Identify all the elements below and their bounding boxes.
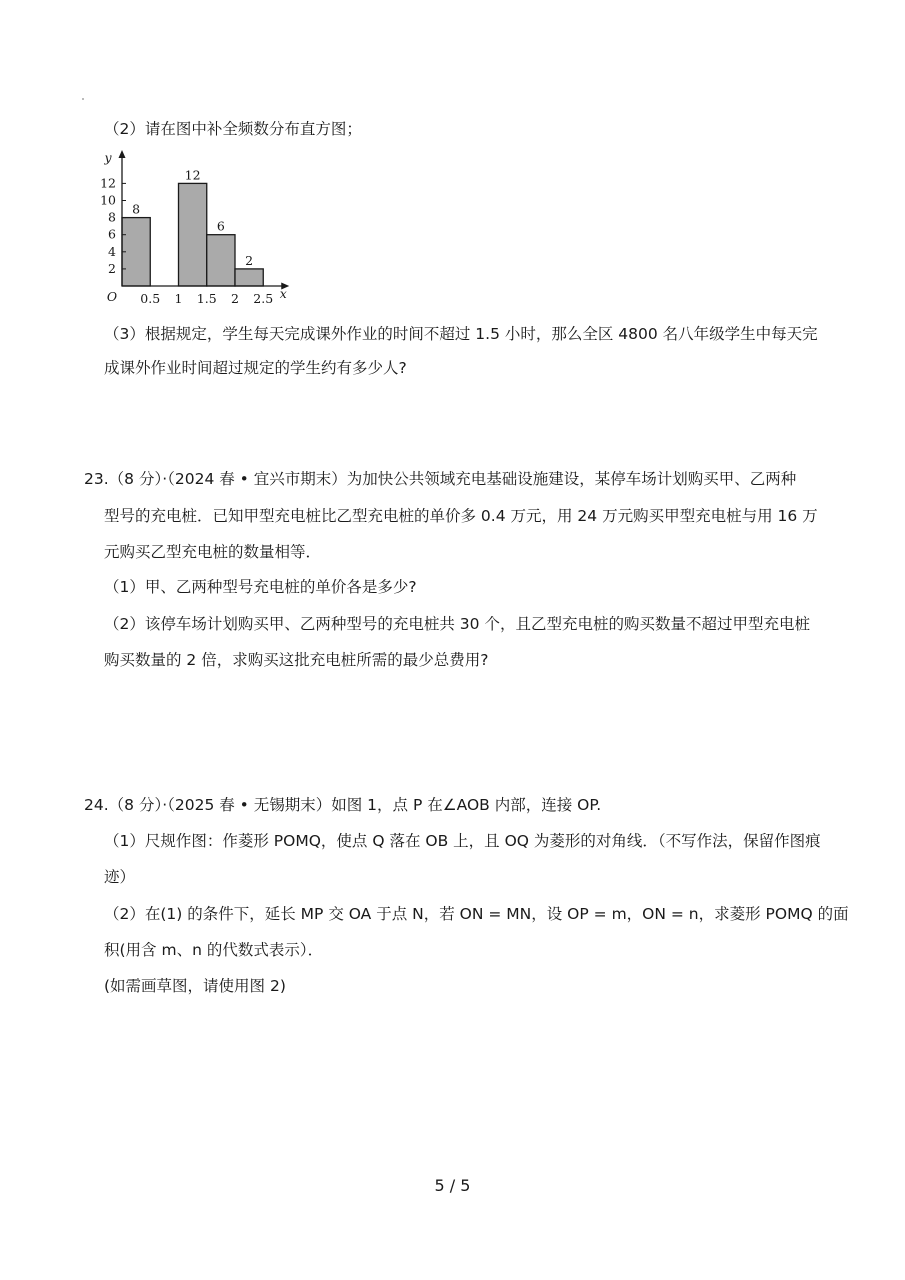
q24-note: (如需画草图，请使用图 2) [104, 977, 286, 995]
bar-value-label: 6 [216, 218, 225, 234]
y-tick-label: 4 [108, 243, 116, 259]
y-axis-label: y [104, 150, 112, 165]
x-tick-label: 1.5 [196, 291, 217, 306]
x-tick-label: 1 [174, 291, 183, 306]
histogram-bar [179, 183, 207, 286]
frequency-histogram [96, 150, 306, 310]
page-number: 5 / 5 [434, 1176, 471, 1195]
q23-part2-line2: 购买数量的 2 倍，求购买这批充电桩所需的最少总费用? [104, 651, 489, 669]
q24-part1-line1: （1）尺规作图：作菱形 POMQ，使点 Q 落在 OB 上，且 OQ 为菱形的对角线．（不写作法，保留作图痕 [104, 832, 821, 850]
q22-part3-line2: 成课外作业时间超过规定的学生约有多少人? [104, 359, 407, 377]
q22-part2: （2）请在图中补全频数分布直方图； [104, 120, 362, 138]
y-tick-label: 8 [108, 209, 116, 225]
q23-part1: （1）甲、乙两种型号充电桩的单价各是多少? [104, 578, 417, 596]
x-axis-label: x [279, 286, 287, 301]
q23-stem-line3: 元购买乙型充电桩的数量相等． [104, 543, 322, 561]
bar-value-label: 12 [184, 167, 201, 183]
q23-stem-line1: 23.（8 分）·（2024 春 • 宜兴市期末）为加快公共领域充电基础设施建设，某停车场计划购买甲、乙两种 [84, 470, 797, 488]
q24-part2-line1: （2）在(1) 的条件下，延长 MP 交 OA 于点 N，若 ON = MN，设 OP = m，ON = n，求菱形 POMQ 的面 [104, 905, 849, 923]
q24-part2-line2: 积(用含 m、n 的代数式表示）． [104, 941, 324, 959]
y-tick-label: 6 [108, 226, 116, 242]
q24-part1-line2: 迹） [104, 868, 136, 886]
histogram-bar [235, 269, 263, 286]
y-tick-label: 2 [108, 260, 116, 276]
scan-speck [82, 98, 84, 100]
y-axis-arrow [119, 150, 126, 158]
x-tick-label: 2.5 [253, 291, 274, 306]
x-tick-label: 0.5 [140, 291, 161, 306]
y-tick-label: 12 [100, 175, 116, 191]
q24-stem: 24.（8 分）·（2025 春 • 无锡期末）如图 1，点 P 在∠AOB 内部，连接 OP. [84, 796, 602, 814]
q22-part3-line1: （3）根据规定，学生每天完成课外作业的时间不超过 1.5 小时，那么全区 4800 名八年级学生中每天完 [104, 325, 818, 343]
y-tick-label: 10 [100, 192, 116, 208]
origin-label: O [106, 289, 118, 304]
bar-value-label: 2 [245, 252, 254, 268]
q23-part2-line1: （2）该停车场计划购买甲、乙两种型号的充电桩共 30 个，且乙型充电桩的购买数量不超过甲型充电桩 [104, 615, 810, 633]
bar-value-label: 8 [132, 201, 141, 217]
histogram-bar [207, 235, 235, 286]
x-tick-label: 2 [231, 291, 239, 306]
histogram-bar [122, 218, 150, 286]
q23-stem-line2: 型号的充电桩．已知甲型充电桩比乙型充电桩的单价多 0.4 万元，用 24 万元购买甲型充电桩与用 16 万 [104, 507, 818, 525]
